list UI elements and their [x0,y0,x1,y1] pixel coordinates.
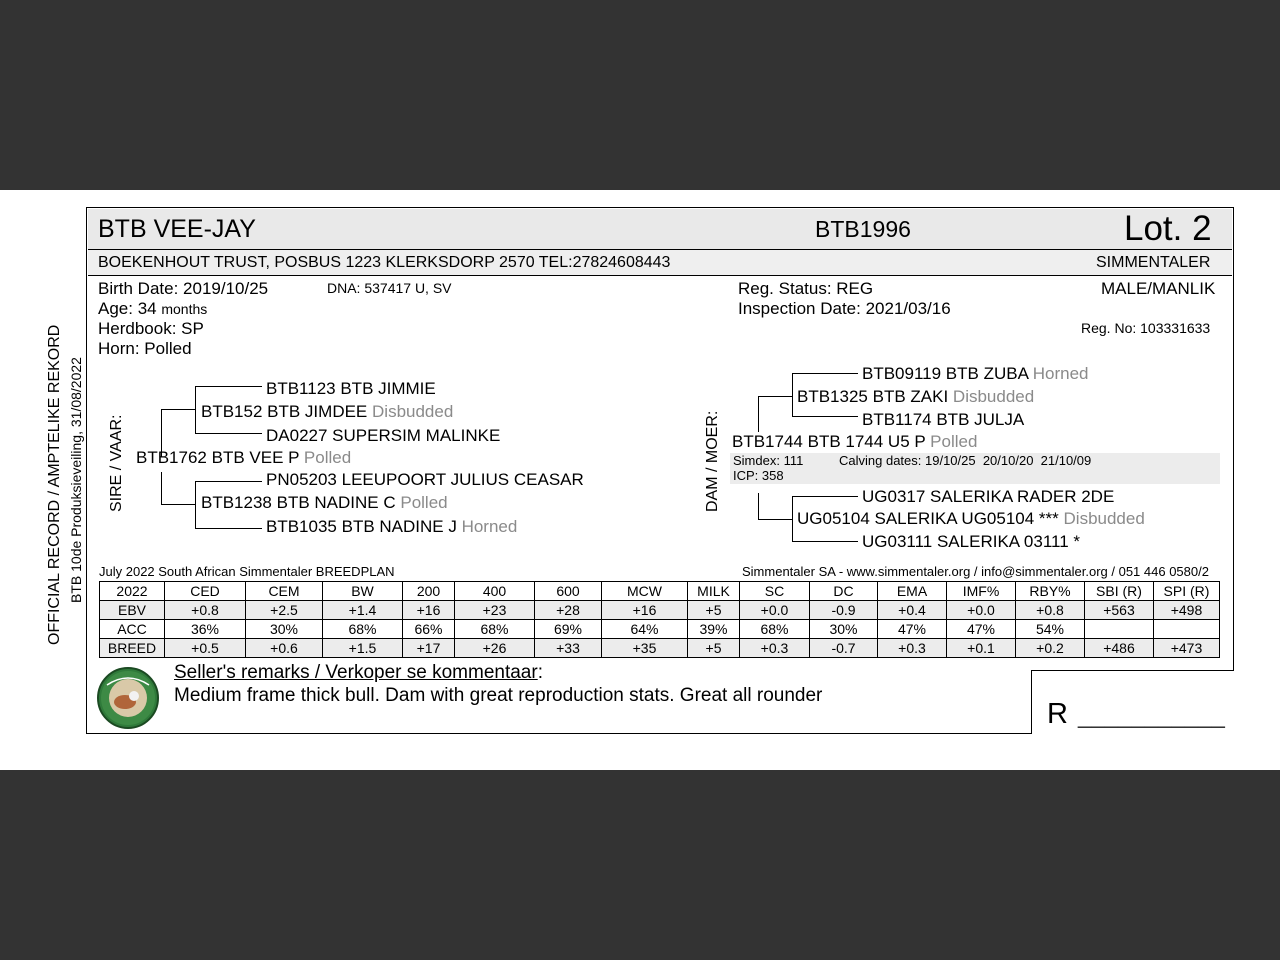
table-cell: +563 [1085,601,1154,620]
table-cell: DC [810,582,878,601]
row-label-cell: BREED [100,639,165,658]
table-cell: 64% [602,620,688,639]
table-row [100,639,1220,658]
table-cell: 39% [688,620,740,639]
table-cell: 30% [246,620,323,639]
breedplan-caption: July 2022 South African Simmentaler BREEDPLAN [99,564,395,579]
remarks-colon: : [537,662,543,683]
horn-note: Disbudded [372,402,454,421]
dam-calving-dates: Calving dates: 19/10/25 20/10/20 21/10/09 [839,453,1092,468]
pedigree-dam [732,432,977,452]
table-cell: +0.0 [740,601,810,620]
row-label-cell: 2022 [100,582,165,601]
table-cell: +498 [1154,601,1220,620]
pedigree-name: BTB1123 BTB JIMMIE [266,379,436,398]
herdbook: Herdbook: SP [98,319,204,338]
pedigree-dam-dam [797,509,1145,529]
row-label-cell: EBV [100,601,165,620]
table-cell: RBY% [1016,582,1085,601]
seller-remarks: Medium frame thick bull. Dam with great reproduction stats. Great all rounder [174,685,823,706]
reg-number: Reg. No: 103331633 [1081,320,1211,336]
horn-note: Polled [303,448,352,467]
pedigree-sire-dam-sire [266,470,584,490]
table-cell: CED [165,582,246,601]
table-cell: +0.2 [1016,639,1085,658]
sire-label: SIRE / VAAR: [108,414,125,512]
table-cell: +5 [688,639,740,658]
table-cell: +0.6 [246,639,323,658]
table-row [100,620,1220,639]
table-cell: EMA [878,582,947,601]
table-cell: 200 [403,582,455,601]
pedigree-dam-dam-sire [862,487,1114,507]
table-cell: MILK [688,582,740,601]
table-cell: 47% [947,620,1016,639]
official-record-label: OFFICIAL RECORD / AMPTELIKE REKORD [46,324,63,645]
lot-number: Lot. 2 [1124,209,1212,248]
table-cell: +35 [602,639,688,658]
horn-note: Polled [400,493,448,512]
table-cell: -0.7 [810,639,878,658]
horn-note: Disbudded [1063,509,1145,528]
table-cell: +16 [403,601,455,620]
table-cell: -0.9 [810,601,878,620]
pedigree-dam-dam-dam [862,532,1080,552]
pedigree-sire [136,448,351,468]
table-cell: +2.5 [246,601,323,620]
table-cell: 68% [323,620,403,639]
reg-status: Reg. Status: REG [738,279,874,298]
table-header-row [100,582,1220,601]
table-cell: 69% [535,620,602,639]
table-cell: +486 [1085,639,1154,658]
pedigree-sire-sire-dam [266,426,500,446]
animal-name: BTB VEE-JAY [98,215,256,243]
table-cell: 600 [535,582,602,601]
pedigree-name: UG03111 SALERIKA 03111 * [862,532,1080,551]
table-cell: 47% [878,620,947,639]
table-cell: +0.8 [1016,601,1085,620]
pedigree-name: BTB1174 BTB JULJA [862,410,1025,429]
remarks-title: Seller's remarks / Verkoper se kommentaar [174,662,538,683]
breeder-address: BOEKENHOUT TRUST, POSBUS 1223 KLERKSDORP 2570 TEL:27824608443 [98,254,671,271]
table-cell: IMF% [947,582,1016,601]
table-cell: SC [740,582,810,601]
table-cell: +0.5 [165,639,246,658]
table-cell: +33 [535,639,602,658]
table-cell: +0.4 [878,601,947,620]
pedigree-name: PN05203 LEEUPOORT JULIUS CEASAR [266,470,584,489]
table-cell: +1.4 [323,601,403,620]
horn-note: Horned [1032,364,1089,383]
table-cell: +0.1 [947,639,1016,658]
horn-note: Polled [930,432,978,451]
table-cell: SBI (R) [1085,582,1154,601]
pedigree-sire-sire-sire [266,379,436,399]
animal-id: BTB1996 [815,216,911,242]
sale-label: BTB 10de Produksieveiling, 31/08/2022 [68,357,84,603]
simmentaler-logo [97,667,159,729]
table-cell: SPI (R) [1154,582,1220,601]
pedigree-sire-sire [201,402,453,422]
table-cell: MCW [602,582,688,601]
table-cell: +23 [455,601,535,620]
sex: MALE/MANLIK [1101,279,1216,298]
horn-note: Horned [461,517,518,536]
birth-date: Birth Date: 2019/10/25 [98,279,269,298]
table-cell: +0.0 [947,601,1016,620]
age-unit: months [161,301,208,317]
header-row [88,209,1232,250]
table-cell: +473 [1154,639,1220,658]
table-cell: +0.8 [165,601,246,620]
table-cell: 68% [455,620,535,639]
horn-status: Horn: Polled [98,339,192,358]
table-cell: 36% [165,620,246,639]
pedigree-name: BTB1035 BTB NADINE J [266,517,457,536]
price-blank[interactable]: ___________ [1078,702,1225,729]
row-label-cell: ACC [100,620,165,639]
table-cell: +16 [602,601,688,620]
card-border-right [1233,207,1234,670]
table-cell [1085,620,1154,639]
table-cell: +1.5 [323,639,403,658]
table-cell: 54% [1016,620,1085,639]
table-cell: CEM [246,582,323,601]
horn-note: Disbudded [952,387,1035,406]
dam-icp: ICP: 358 [733,468,784,483]
price-box-left [1031,670,1032,734]
breed: SIMMENTALER [1096,254,1211,271]
table-cell: BW [323,582,403,601]
table-cell: +5 [688,601,740,620]
pedigree-name: BTB1744 BTB 1744 U5 P [732,432,926,451]
table-cell: +0.3 [740,639,810,658]
table-cell: 400 [455,582,535,601]
age-value: Age: 34 [98,299,157,318]
pedigree-dam-sire-sire [862,364,1088,384]
table-cell: 68% [740,620,810,639]
pedigree-name: BTB09119 BTB ZUBA [862,364,1028,383]
price-label: R [1047,698,1068,730]
card-border-bottom [86,733,1031,734]
pedigree-dam-sire [797,387,1034,407]
price-box-top [1031,670,1234,671]
pedigree-name: BTB1238 BTB NADINE C [201,493,396,512]
catalogue-sheet [0,190,1280,770]
dam-label: DAM / MOER: [704,410,721,512]
remarks-heading [174,662,543,684]
pedigree-name: DA0227 SUPERSIM MALINKE [266,426,501,445]
table-cell [1154,620,1220,639]
table-row [100,601,1220,620]
pedigree-name: UG0317 SALERIKA RADER 2DE [862,487,1115,506]
table-cell: +26 [455,639,535,658]
association-contact: Simmentaler SA - www.simmentaler.org / info@simmentaler.org / 051 446 0580/2 [742,564,1209,579]
table-cell: 66% [403,620,455,639]
table-cell: +17 [403,639,455,658]
dna: DNA: 537417 U, SV [327,280,452,296]
table-cell: +0.3 [878,639,947,658]
pedigree-name: BTB1762 BTB VEE P [136,448,300,467]
pedigree-name: UG05104 SALERIKA UG05104 *** [797,509,1059,528]
inspection-date: Inspection Date: 2021/03/16 [738,299,951,318]
table-cell: +28 [535,601,602,620]
dam-simdex: Simdex: 111 [733,453,804,468]
ebv-table [99,581,1220,658]
pedigree-name: BTB1325 BTB ZAKI [797,387,949,406]
age [98,299,207,319]
pedigree-dam-sire-dam [862,410,1024,430]
pedigree-name: BTB152 BTB JIMDEE [201,402,368,421]
pedigree-sire-dam-dam [266,517,517,537]
table-cell: 30% [810,620,878,639]
pedigree-sire-dam [201,493,448,513]
